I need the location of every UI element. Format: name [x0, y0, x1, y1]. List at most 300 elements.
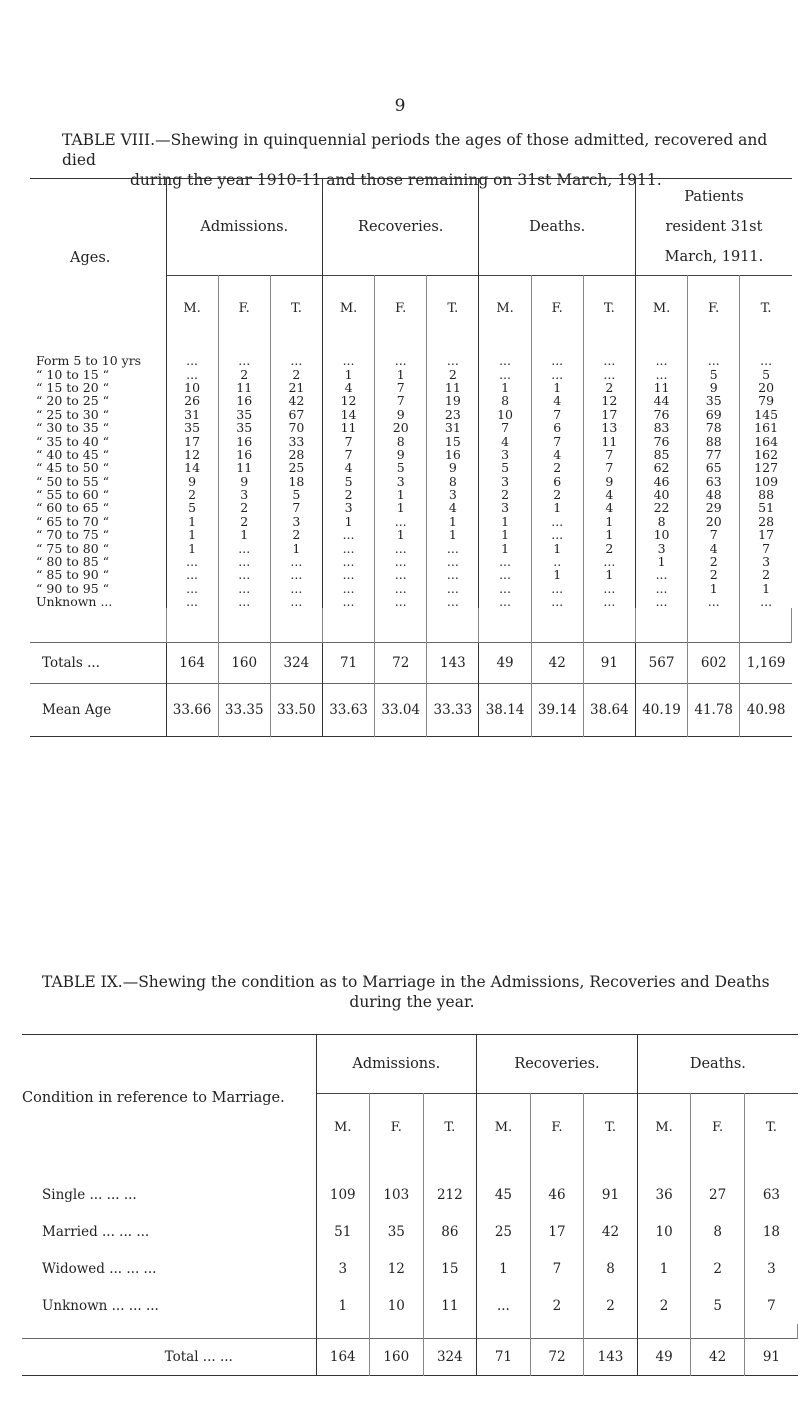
table-cell: 67: [270, 408, 322, 421]
table-cell: ...: [427, 555, 479, 568]
table-cell: 4: [322, 461, 374, 474]
table-cell: 1: [479, 528, 531, 541]
table-cell: 7: [583, 461, 635, 474]
table-cell: 2: [218, 367, 270, 380]
table-cell: 1: [635, 555, 687, 568]
table-cell: 22: [635, 501, 687, 514]
table-cell: 2: [637, 1287, 691, 1324]
table-cell: 2: [322, 488, 374, 501]
table-cell: 17: [583, 408, 635, 421]
table-row: [30, 421, 792, 434]
table-cell: 3: [218, 488, 270, 501]
table-cell: 48: [688, 488, 740, 501]
table-cell: 9: [218, 475, 270, 488]
age-label: “ 70 to 75 “: [30, 528, 166, 541]
table-cell: 5: [375, 461, 427, 474]
table-cell: 9: [166, 475, 218, 488]
table-row: [30, 381, 792, 394]
table-cell: ...: [166, 568, 218, 581]
table-cell: ...: [427, 568, 479, 581]
spacer-cell: [423, 1324, 477, 1339]
table-cell: 11: [218, 461, 270, 474]
table-cell: 65: [688, 461, 740, 474]
table-cell: 13: [583, 421, 635, 434]
table-cell: 7: [688, 528, 740, 541]
spacer-cell: [479, 608, 531, 643]
table-cell: ...: [479, 367, 531, 380]
table-cell: 78: [688, 421, 740, 434]
table-row: [30, 461, 792, 474]
table-cell: 17: [166, 434, 218, 447]
table-cell: 41.78: [688, 684, 740, 737]
table-cell: 164: [316, 1339, 370, 1376]
spacer-cell: [531, 608, 583, 643]
table-cell: 76: [635, 434, 687, 447]
table-cell: ...: [322, 541, 374, 554]
table-cell: 9: [427, 461, 479, 474]
spacer-cell: [370, 1324, 424, 1339]
table-cell: 8: [427, 475, 479, 488]
table-cell: ...: [218, 541, 270, 554]
patients-resident-header: [635, 179, 792, 276]
table-cell: 33.66: [166, 684, 218, 737]
age-label: “ 30 to 35 “: [30, 421, 166, 434]
table-cell: 1: [322, 367, 374, 380]
table-row: [30, 408, 792, 421]
table-cell: 49: [479, 643, 531, 684]
table-cell: 9: [583, 475, 635, 488]
table-cell: 16: [427, 448, 479, 461]
table-cell: 33.33: [427, 684, 479, 737]
table-cell: ...: [477, 1287, 531, 1324]
table-cell: 7: [767, 1297, 776, 1314]
spacer-cell: [218, 608, 270, 643]
recoveries-header: Recoveries.: [322, 179, 479, 276]
sub-header: F.: [530, 1094, 584, 1161]
table-cell: 1: [479, 541, 531, 554]
table-cell: 36: [637, 1160, 691, 1213]
sub-header: F.: [531, 276, 583, 341]
table-cell: 83: [635, 421, 687, 434]
table-cell: 86: [423, 1213, 477, 1250]
table-cell: 5: [691, 1287, 745, 1324]
age-label: “ 45 to 50 “: [30, 461, 166, 474]
table-cell: 8: [691, 1213, 745, 1250]
mean-age-row-label: Mean Age: [30, 684, 166, 737]
table-cell: 7: [322, 434, 374, 447]
table-cell: 11: [218, 381, 270, 394]
table-cell: 33: [270, 434, 322, 447]
table-cell: ..: [531, 555, 583, 568]
age-label: “ 10 to 15 “: [30, 367, 166, 380]
table-cell: 161: [754, 420, 779, 436]
table-cell: 77: [688, 448, 740, 461]
table-cell: 33.04: [375, 684, 427, 737]
table-cell: 5: [479, 461, 531, 474]
table-cell: ...: [760, 353, 773, 369]
table8-caption-line1: TABLE VIII.—Shewing in quinquennial periods the ages of those admitted, recovered and died: [62, 131, 768, 169]
table-cell: 70: [270, 421, 322, 434]
table-cell: 2: [531, 488, 583, 501]
table-cell: 16: [218, 434, 270, 447]
table-cell: 2: [218, 501, 270, 514]
table-cell: 16: [218, 448, 270, 461]
table-cell: 40.19: [635, 684, 687, 737]
spacer-cell: [166, 608, 218, 643]
table-cell: ...: [427, 541, 479, 554]
spacer-cell: [375, 608, 427, 643]
sub-header: M.: [637, 1094, 691, 1161]
table-cell: 2: [530, 1287, 584, 1324]
table-cell: 42: [584, 1213, 638, 1250]
table-cell: ...: [375, 582, 427, 595]
table-cell: 17: [758, 527, 775, 543]
table-cell: 25: [270, 461, 322, 474]
table-cell: ...: [583, 582, 635, 595]
table-cell: ...: [166, 367, 218, 380]
sub-header: M.: [635, 276, 687, 341]
table-cell: 20: [688, 515, 740, 528]
table-cell: ...: [583, 340, 635, 367]
condition-label: Unknown ... ... ...: [22, 1287, 316, 1324]
sub-header: F.: [688, 276, 740, 341]
table-cell: 1: [531, 501, 583, 514]
table-cell: 8: [375, 434, 427, 447]
table-cell: ...: [166, 582, 218, 595]
table-cell: 164: [754, 433, 779, 449]
table-cell: 51: [758, 500, 775, 516]
table-cell: 42: [691, 1339, 745, 1376]
spacer-cell: [30, 608, 166, 643]
table-cell: 5: [688, 367, 740, 380]
table-cell: ...: [375, 515, 427, 528]
table-cell: 72: [530, 1339, 584, 1376]
table-cell: 31: [166, 408, 218, 421]
spacer-cell: [22, 1324, 316, 1339]
table-cell: 3: [635, 541, 687, 554]
table-row: [30, 595, 792, 608]
totals-row-label: Totals ...: [30, 643, 166, 684]
table-cell: ...: [166, 555, 218, 568]
table-cell: 91: [583, 643, 635, 684]
table-cell: 162: [754, 446, 779, 462]
table-cell: 9: [375, 448, 427, 461]
table-cell: ...: [583, 555, 635, 568]
table-cell: 88: [758, 487, 775, 503]
table-cell: ...: [375, 555, 427, 568]
table-cell: 46: [635, 475, 687, 488]
age-label: Form 5 to 10 yrs: [30, 340, 166, 367]
table-cell: ...: [427, 582, 479, 595]
table-row: [30, 555, 792, 568]
spacer-cell: [740, 608, 792, 643]
table-cell: 7: [375, 394, 427, 407]
table-cell: 2: [270, 528, 322, 541]
table-cell: 1,169: [740, 643, 792, 684]
table-cell: ...: [322, 555, 374, 568]
table-row: [30, 367, 792, 380]
table-cell: 3: [427, 488, 479, 501]
table-cell: ...: [322, 568, 374, 581]
table-cell: 4: [427, 501, 479, 514]
sub-header: F.: [370, 1094, 424, 1161]
sub-header: M.: [479, 276, 531, 341]
sub-header: F.: [218, 276, 270, 341]
table-cell: 3: [270, 515, 322, 528]
table-cell: 3: [322, 501, 374, 514]
table-cell: 109: [754, 473, 779, 489]
table-cell: 91: [744, 1339, 798, 1376]
table-cell: 109: [316, 1160, 370, 1213]
age-label: “ 20 to 25 “: [30, 394, 166, 407]
age-label: “ 15 to 20 “: [30, 381, 166, 394]
table-cell: 71: [322, 643, 374, 684]
table-cell: 11: [635, 381, 687, 394]
table-cell: 17: [530, 1213, 584, 1250]
table-cell: 1: [583, 568, 635, 581]
table-cell: ...: [375, 541, 427, 554]
table-cell: 20: [375, 421, 427, 434]
table-cell: 15: [423, 1250, 477, 1287]
spacer-row: [22, 1324, 798, 1339]
table-cell: ...: [583, 595, 635, 608]
table-cell: 31: [427, 421, 479, 434]
totals-row: [30, 643, 792, 684]
table-cell: ...: [270, 340, 322, 367]
table-cell: ...: [322, 340, 374, 367]
ages-header: Ages.: [30, 179, 166, 341]
table-row: [22, 1213, 798, 1250]
condition-label: Married ... ... ...: [22, 1213, 316, 1250]
age-label: Unknown ...: [30, 595, 166, 608]
table-cell: 2: [762, 567, 771, 583]
table-cell: 7: [322, 448, 374, 461]
table-ix: [22, 1034, 798, 1376]
table-cell: 8: [635, 515, 687, 528]
table-cell: 11: [423, 1287, 477, 1324]
table-cell: ...: [635, 568, 687, 581]
table-cell: 8: [584, 1250, 638, 1287]
table-cell: 4: [688, 541, 740, 554]
table-cell: 5: [762, 366, 771, 382]
table-cell: ...: [322, 528, 374, 541]
table-row: [22, 1160, 798, 1213]
table-cell: 1: [479, 381, 531, 394]
table-cell: 42: [270, 394, 322, 407]
patients-header-line3: March, 1911.: [664, 249, 764, 265]
table-cell: 567: [635, 643, 687, 684]
table-cell: 2: [479, 488, 531, 501]
table-cell: 85: [635, 448, 687, 461]
table-cell: 1: [375, 528, 427, 541]
table-cell: 2: [583, 381, 635, 394]
table-cell: 1: [531, 381, 583, 394]
table-cell: 40.98: [740, 684, 792, 737]
table-cell: 2: [531, 461, 583, 474]
table-cell: 88: [688, 434, 740, 447]
table-cell: ...: [375, 568, 427, 581]
table-cell: 145: [754, 406, 779, 422]
sub-header: F.: [375, 276, 427, 341]
age-label: “ 60 to 65 “: [30, 501, 166, 514]
spacer-cell: [530, 1324, 584, 1339]
spacer-cell: [744, 1324, 798, 1339]
table-row: [30, 475, 792, 488]
table-viii: [30, 178, 792, 737]
table8-caption-line2: during the year 1910-11 and those remaining on 31st March, 1911.: [130, 171, 662, 189]
table-cell: ...: [322, 595, 374, 608]
table-cell: 1: [375, 488, 427, 501]
table-cell: 27: [691, 1160, 745, 1213]
table-cell: 26: [166, 394, 218, 407]
table-cell: 49: [637, 1339, 691, 1376]
table-cell: 1: [479, 515, 531, 528]
table-cell: ...: [688, 340, 740, 367]
table-cell: 1: [218, 528, 270, 541]
table-cell: 16: [218, 394, 270, 407]
table-cell: 28: [270, 448, 322, 461]
table-cell: ...: [218, 340, 270, 367]
patients-header-line2: resident 31st: [665, 219, 763, 235]
table-cell: 1: [637, 1250, 691, 1287]
table-cell: 4: [583, 488, 635, 501]
table-cell: ...: [531, 528, 583, 541]
table-cell: 62: [635, 461, 687, 474]
table-cell: 35: [218, 421, 270, 434]
table-cell: ...: [270, 555, 322, 568]
table-cell: 12: [166, 448, 218, 461]
table-cell: 10: [370, 1287, 424, 1324]
table-cell: 1: [316, 1287, 370, 1324]
table-cell: 1: [375, 367, 427, 380]
table-cell: ...: [531, 340, 583, 367]
table-cell: 1: [375, 501, 427, 514]
table-cell: 44: [635, 394, 687, 407]
table-cell: 1: [270, 541, 322, 554]
table-cell: ...: [479, 568, 531, 581]
table-cell: 3: [762, 554, 771, 570]
table-cell: 6: [531, 475, 583, 488]
table-cell: 10: [635, 528, 687, 541]
table-cell: 69: [688, 408, 740, 421]
patients-header-line1: Patients: [684, 189, 744, 205]
table-cell: ...: [270, 568, 322, 581]
table-cell: 2: [583, 541, 635, 554]
table-cell: 18: [270, 475, 322, 488]
table-cell: 3: [767, 1260, 776, 1277]
table-cell: 5: [270, 488, 322, 501]
spacer-cell: [270, 608, 322, 643]
table-cell: 8: [479, 394, 531, 407]
table-cell: 1: [166, 515, 218, 528]
table-cell: 4: [531, 448, 583, 461]
table-cell: 40: [635, 488, 687, 501]
table-cell: ...: [270, 582, 322, 595]
table-cell: 29: [688, 501, 740, 514]
table-row: [22, 1287, 798, 1324]
table-cell: 5: [322, 475, 374, 488]
table-cell: 18: [762, 1223, 781, 1240]
table-cell: 160: [370, 1339, 424, 1376]
table-cell: ...: [531, 595, 583, 608]
table-cell: ...: [218, 595, 270, 608]
table-cell: 25: [477, 1213, 531, 1250]
condition-header: Condition in reference to Marriage.: [22, 1035, 316, 1161]
table-row: [30, 448, 792, 461]
table-cell: 51: [316, 1213, 370, 1250]
table-cell: 35: [166, 421, 218, 434]
age-label: “ 75 to 80 “: [30, 541, 166, 554]
table-cell: 3: [479, 448, 531, 461]
table-cell: 33.35: [218, 684, 270, 737]
table-cell: ...: [218, 555, 270, 568]
table-cell: ...: [218, 568, 270, 581]
table-cell: 212: [423, 1160, 477, 1213]
spacer-cell: [635, 608, 687, 643]
table-row: [30, 515, 792, 528]
table-cell: 7: [270, 501, 322, 514]
deaths-header: Deaths.: [689, 1056, 746, 1072]
age-label: “ 80 to 85 “: [30, 555, 166, 568]
age-label: “ 90 to 95 “: [30, 582, 166, 595]
table-cell: 79: [758, 393, 775, 409]
table-cell: 10: [637, 1213, 691, 1250]
sub-header: T.: [744, 1094, 798, 1161]
table-cell: 4: [322, 381, 374, 394]
table-cell: ...: [531, 582, 583, 595]
table-cell: 3: [316, 1250, 370, 1287]
table-cell: 33.50: [270, 684, 322, 737]
table-cell: 2: [218, 515, 270, 528]
table-cell: ...: [218, 582, 270, 595]
sub-header: T.: [583, 276, 635, 341]
table-cell: ...: [479, 555, 531, 568]
table-cell: ...: [479, 340, 531, 367]
table-cell: 35: [688, 394, 740, 407]
sub-header: M.: [166, 276, 218, 341]
page-number: 9: [394, 96, 406, 116]
spacer-cell: [427, 608, 479, 643]
table-cell: 602: [688, 643, 740, 684]
table-row: [30, 488, 792, 501]
table-cell: 12: [322, 394, 374, 407]
table-cell: 1: [688, 582, 740, 595]
table-cell: 143: [584, 1339, 638, 1376]
table-cell: 12: [583, 394, 635, 407]
table-cell: 10: [479, 408, 531, 421]
table-cell: ...: [760, 594, 773, 610]
table-cell: 9: [375, 408, 427, 421]
table-cell: 71: [477, 1339, 531, 1376]
table-cell: 3: [375, 475, 427, 488]
deaths-header: Deaths.: [479, 179, 636, 276]
table-cell: 2: [688, 555, 740, 568]
table9-caption: [42, 972, 800, 1012]
table-cell: 11: [583, 434, 635, 447]
table-cell: 4: [531, 394, 583, 407]
table-cell: 14: [322, 408, 374, 421]
table-row: [30, 528, 792, 541]
table-cell: ...: [166, 595, 218, 608]
table-cell: 3: [479, 501, 531, 514]
table-row: [30, 568, 792, 581]
table-cell: 1: [583, 515, 635, 528]
table-row: [30, 501, 792, 514]
table-cell: ...: [531, 367, 583, 380]
table-cell: 15: [427, 434, 479, 447]
table-cell: 35: [218, 408, 270, 421]
age-label: “ 35 to 40 “: [30, 434, 166, 447]
